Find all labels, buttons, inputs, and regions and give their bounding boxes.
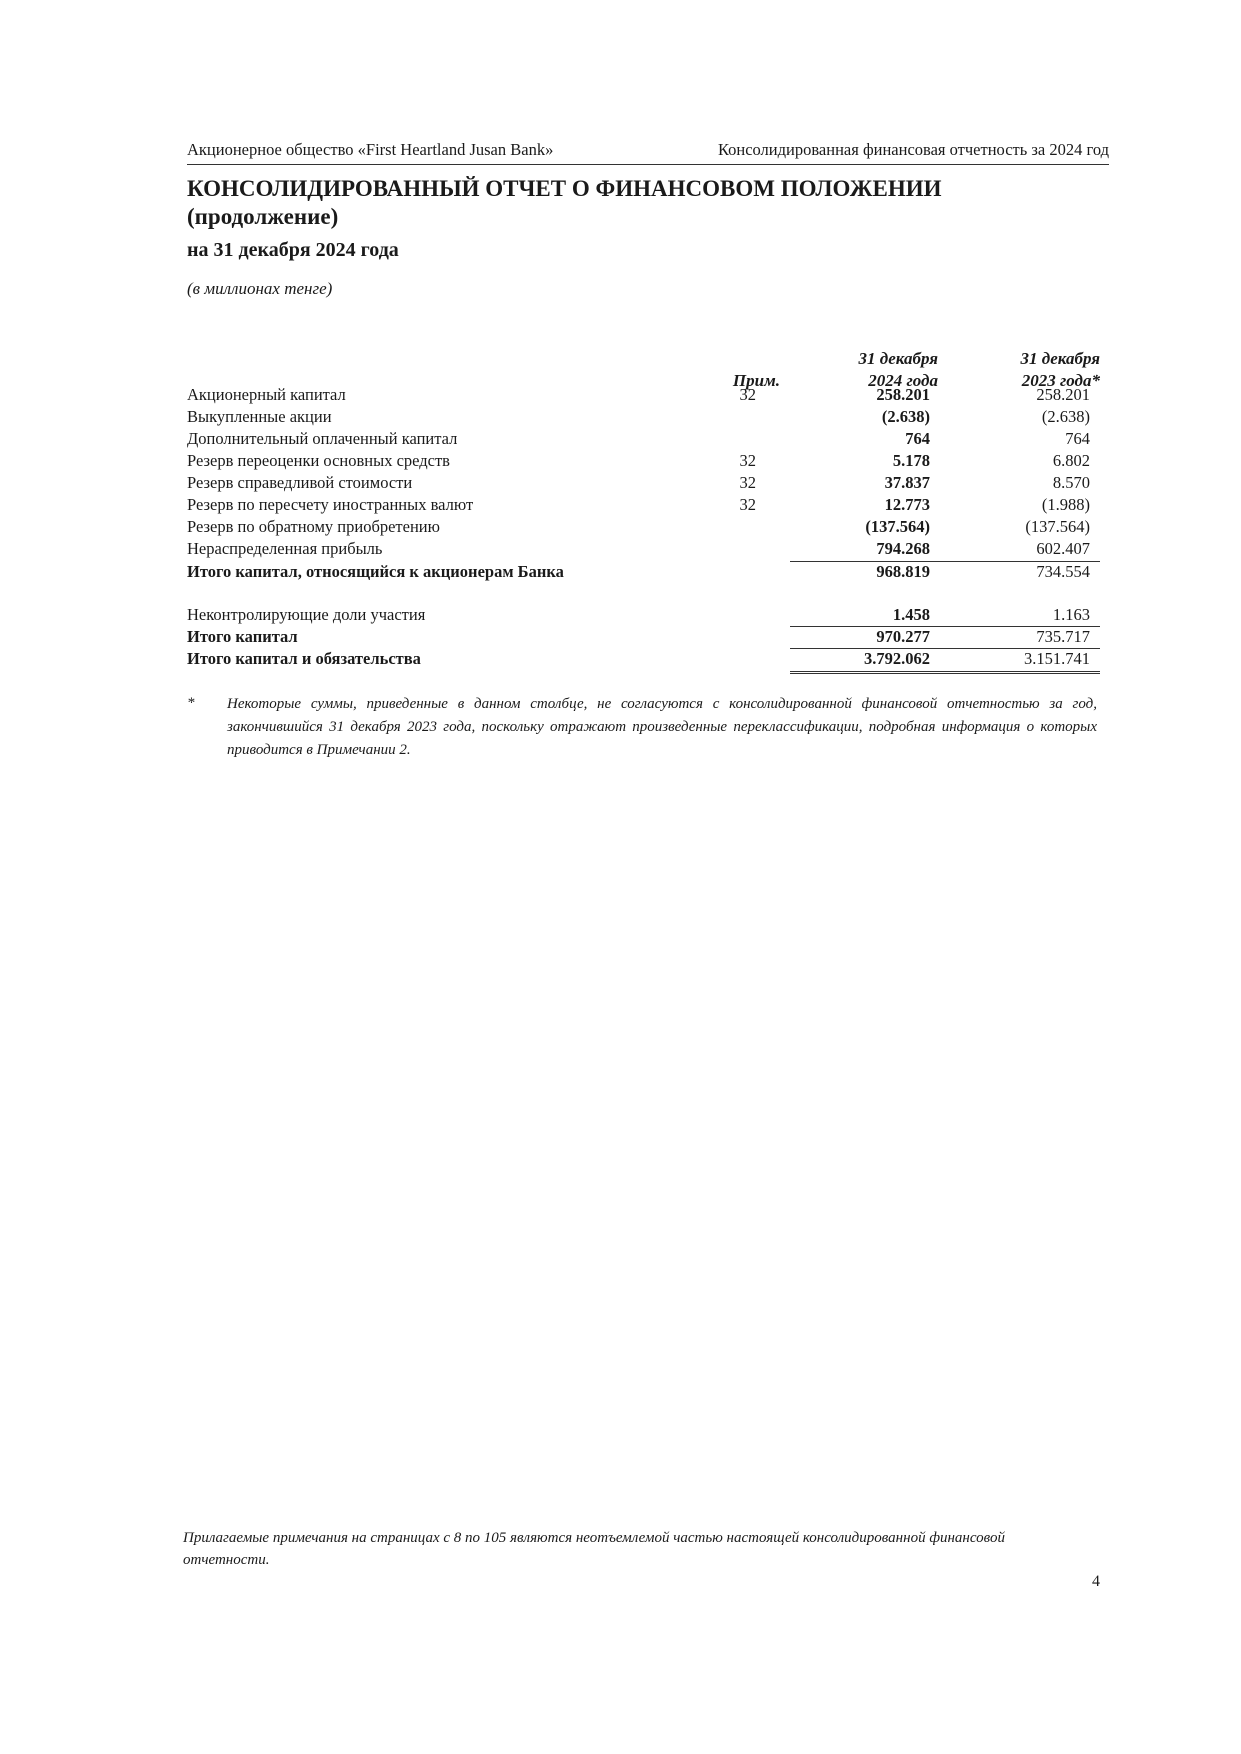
row-value-2024: 764 (905, 429, 930, 448)
title-line-1: КОНСОЛИДИРОВАННЫЙ ОТЧЕТ О ФИНАНСОВОМ ПОЛОЖЕНИИ (187, 176, 942, 201)
footnote-mark: * (187, 695, 195, 711)
title-line-2: (продолжение) (187, 204, 339, 229)
column-header-note: Прим. (732, 371, 780, 390)
row-value-2024: 3.792.062 (864, 649, 930, 668)
row-value-2023: 602.407 (1036, 539, 1090, 558)
table-row-subtotal (0, 561, 1241, 583)
row-value-2023: (1.988) (1041, 495, 1090, 514)
row-value-2024: 37.837 (884, 473, 930, 492)
row-label: Итого капитал (187, 627, 298, 646)
column-header-2024-line1: 31 декабря (858, 349, 938, 368)
row-label: Резерв справедливой стоимости (187, 473, 413, 492)
as-of-date: на 31 декабря 2024 года (187, 239, 399, 261)
page-number: 4 (1092, 1573, 1100, 1590)
row-value-2024: 1.458 (892, 605, 930, 624)
row-label: Резерв по пересчету иностранных валют (187, 495, 474, 514)
row-value-2023: 734.554 (1036, 562, 1090, 581)
table-row (0, 516, 1241, 538)
row-note: 32 (739, 385, 756, 404)
table-row (0, 428, 1241, 450)
table-row (0, 406, 1241, 428)
row-label: Выкупленные акции (187, 407, 332, 426)
table-row-total (0, 626, 1241, 648)
row-value-2024: 5.178 (892, 451, 930, 470)
row-value-2023: 1.163 (1052, 605, 1090, 624)
row-value-2024: 258.201 (876, 385, 930, 404)
column-header-2024-line2: 2024 года (868, 371, 938, 390)
row-value-2023: 764 (1065, 429, 1090, 448)
row-value-2023: 3.151.741 (1024, 649, 1090, 668)
column-header-2023-line1: 31 декабря (1020, 349, 1100, 368)
row-value-2024: 970.277 (876, 627, 930, 646)
running-header (187, 140, 1109, 165)
row-label: Нераспределенная прибыль (187, 539, 383, 558)
row-label: Итого капитал и обязательства (187, 649, 421, 668)
table-row-grand-total (0, 648, 1241, 670)
footnote-text: Некоторые суммы, приведенные в данном столбце, не согласуются с консолидированной финансовой отчетностью за год, закончившийся 31 декабря 2023 года, поскольку отражают произведенные переклассификации, подробная информация о которых приводится в Примечании 2. (227, 696, 1097, 758)
row-value-2024: 12.773 (884, 495, 930, 514)
page-bottom-note: Прилагаемые примечания на страницах с 8 по 105 являются неотъемлемой частью настоящей консолидированной финансовой отчетности. (183, 1530, 1005, 1568)
row-value-2024: (137.564) (865, 517, 930, 536)
row-label: Неконтролирующие доли участия (187, 605, 426, 624)
table-row (0, 472, 1241, 494)
row-value-2024: 968.819 (876, 562, 930, 581)
row-note: 32 (739, 495, 756, 514)
row-value-2023: (137.564) (1025, 517, 1090, 536)
header-report-title: Консолидированная финансовая отчетность за 2024 год (717, 140, 1109, 159)
row-label: Резерв по обратному приобретению (187, 517, 440, 536)
row-label: Резерв переоценки основных средств (187, 451, 450, 470)
row-note: 32 (739, 451, 756, 470)
page-title (187, 175, 1087, 231)
row-value-2024: (2.638) (881, 407, 930, 426)
row-label: Акционерный капитал (187, 385, 346, 404)
row-value-2023: 8.570 (1052, 473, 1090, 492)
header-company: Акционерное общество «First Heartland Jusan Bank» (187, 140, 554, 159)
column-header-2023-line2: 2023 года* (1021, 371, 1100, 390)
row-value-2023: (2.638) (1041, 407, 1090, 426)
row-value-2023: 6.802 (1052, 451, 1090, 470)
table-row (0, 450, 1241, 472)
table-row (0, 604, 1241, 626)
table-row (0, 494, 1241, 516)
row-label: Итого капитал, относящийся к акционерам Банка (187, 562, 564, 581)
row-value-2024: 794.268 (876, 539, 930, 558)
row-value-2023: 258.201 (1036, 385, 1090, 404)
table-row (0, 384, 1241, 406)
row-value-2023: 735.717 (1036, 627, 1090, 646)
grand-total-double-rule (790, 671, 1100, 674)
row-label: Дополнительный оплаченный капитал (187, 429, 458, 448)
units-note: (в миллионах тенге) (187, 279, 333, 298)
row-note: 32 (739, 473, 756, 492)
table-row (0, 538, 1241, 560)
